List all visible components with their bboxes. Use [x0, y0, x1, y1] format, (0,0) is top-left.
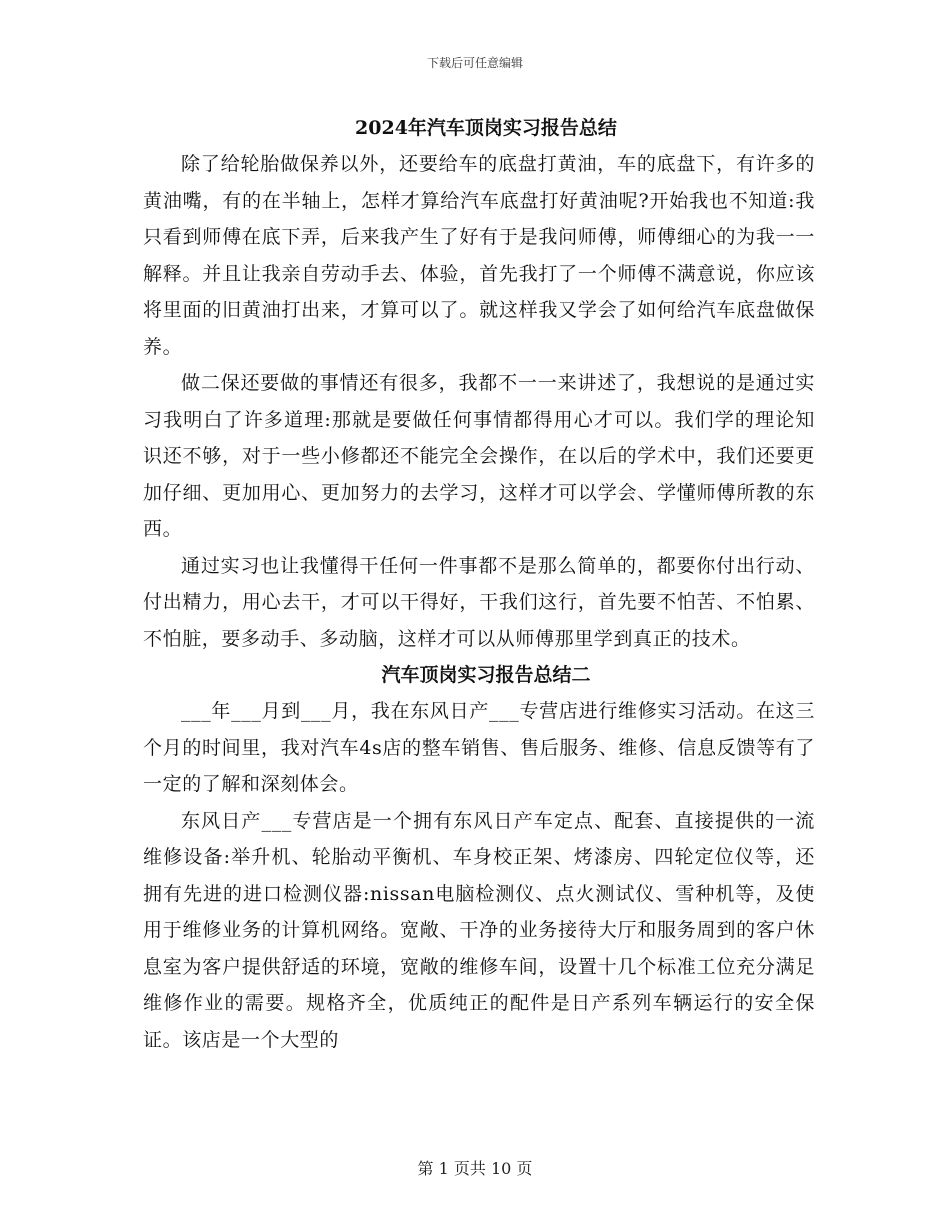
paragraph: ___年___月到___月，我在东风日产___专营店进行维修实习活动。在这三个月的时间里，我对汽车4s店的整车销售、售后服务、维修、信息反馈等有了一定的了解和深刻体会。: [143, 700, 815, 795]
paragraph: 做二保还要做的事情还有很多，我都不一一来讲述了，我想说的是通过实习我明白了许多道理:那就是要做任何事情都得用心才可以。我们学的理论知识还不够，对于一些小修都还不能完全会操作，在以后的学术中，我们还要更加仔细、更加用心、更加努力的去学习，这样才可以学会、学懂师傅所教的东西。: [143, 372, 815, 540]
page-number: 第 1 页共 10 页: [417, 1159, 533, 1178]
paragraph: 除了给轮胎做保养以外，还要给车的底盘打黄油，车的底盘下，有许多的黄油嘴，有的在半轴上，怎样才算给汽车底盘打好黄油呢?开始我也不知道:我只看到师傅在底下弄，后来我产生了好有于是我问师傅，师傅细心的为我一一解释。并且让我亲自劳动手去、体验，首先我打了一个师傅不满意说，你应该将里面的旧黄油打出来，才算可以了。就这样我又学会了如何给汽车底盘做保养。: [143, 153, 815, 358]
paragraph: 东风日产___专营店是一个拥有东风日产车定点、配套、直接提供的一流维修设备:举升机、轮胎动平衡机、车身校正架、烤漆房、四轮定位仪等，还拥有先进的进口检测仪器:nissan电脑检测仪、点火测试仪、雪种机等，及使用于维修业务的计算机网络。宽敞、干净的业务接待大厅和服务周到的客户休息室为客户提供舒适的环境，宽敞的维修车间，设置十几个标准工位充分满足维修作业的需要。规格齐全，优质纯正的配件是日产系列车辆运行的安全保证。该店是一个大型的: [143, 809, 815, 1051]
document-title: 2024年汽车顶岗实习报告总结: [355, 117, 617, 139]
page-header: 下载后可任意编辑: [426, 56, 523, 70]
section-title: 汽车顶岗实习报告总结二: [381, 664, 591, 686]
document-body: [143, 110, 815, 1058]
paragraph: 通过实习也让我懂得干任何一件事都不是那么简单的，都要你付出行动、付出精力，用心去干，才可以干得好，干我们这行，首先要不怕苦、不怕累、不怕脏，要多动手、多动脑，这样才可以从师傅那里学到真正的技术。: [143, 554, 815, 650]
